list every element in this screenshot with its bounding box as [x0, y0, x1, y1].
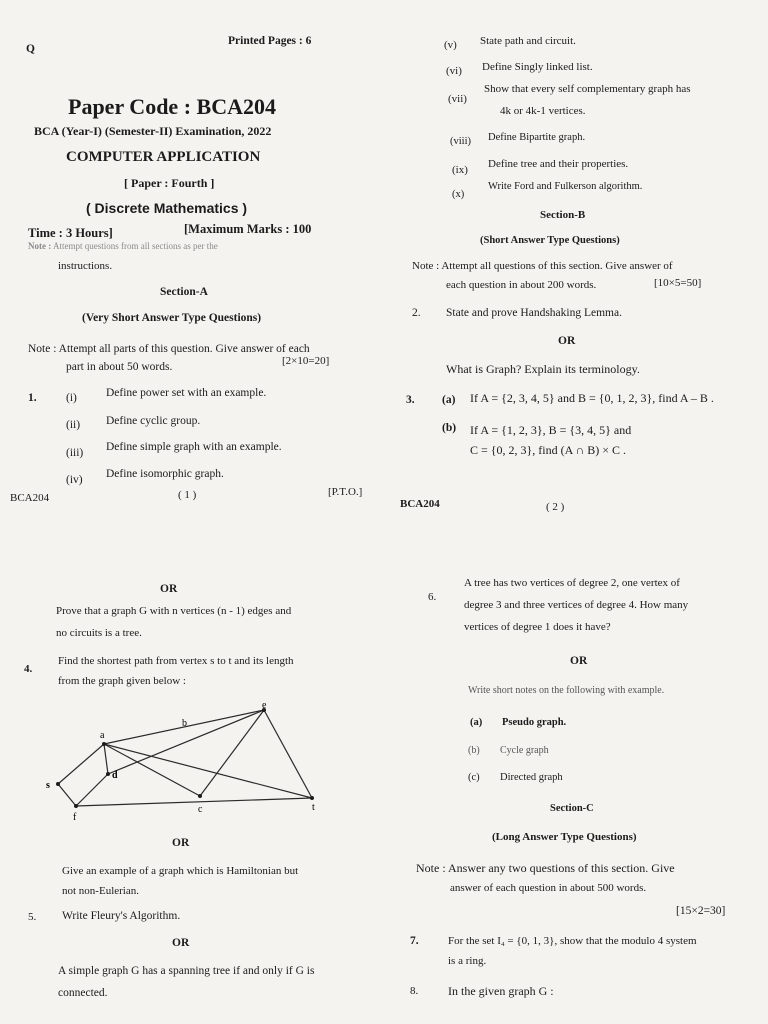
page3-or-3: OR [172, 937, 190, 949]
question-6-text-1: A tree has two vertices of degree 2, one vertex of [464, 577, 680, 589]
q3b-text-2: C = {0, 2, 3}, find (A ∩ B) × C . [470, 443, 627, 457]
shortest-path-graph [40, 702, 330, 827]
question-4-text-1: Find the shortest path from vertex s to t and its length [58, 655, 294, 667]
question-8-number: 8. [410, 985, 419, 997]
q1-item-iii-num: (iii) [66, 447, 84, 459]
q3a-text: If A = {2, 3, 4, 5} and B = {0, 1, 2, 3}, find A – B . [470, 391, 714, 405]
footer-code-p1: BCA204 [10, 492, 50, 504]
page-1 [0, 0, 384, 512]
q1-item-vii-text: Show that every self complementary graph has [484, 83, 691, 95]
question-7-number: 7. [410, 935, 419, 947]
spanning-tree-2: connected. [58, 987, 108, 999]
vertex-label-b: b [182, 718, 187, 729]
question-8-text: In the given graph G : [448, 984, 554, 998]
section-a-note-2: part in about 50 words. [66, 361, 173, 373]
vertex-label-a: a [100, 730, 105, 741]
section-c-note-2: answer of each question in about 500 words. [450, 882, 647, 894]
page-3 [0, 512, 384, 1024]
sub-b-text: Cycle graph [500, 745, 549, 756]
exam-title: BCA (Year-I) (Semester-II) Examination, 2022 [34, 124, 272, 138]
question-5-text: Write Fleury's Algorithm. [62, 910, 181, 922]
q1-item-ix-text: Define tree and their properties. [488, 158, 629, 170]
paper-code: Paper Code : BCA204 [68, 94, 276, 119]
vertex-label-d: d [112, 770, 118, 781]
general-note-line-2: instructions. [58, 260, 113, 272]
paper-number: [ Paper : Fourth ] [124, 176, 215, 190]
q1-item-v-text: State path and circuit. [480, 35, 576, 47]
section-c-marks: [15×2=30] [676, 905, 726, 917]
q1-item-ii-num: (ii) [66, 419, 81, 431]
q1-item-vi-num: (vi) [446, 65, 462, 77]
vertex-label-t: t [312, 802, 315, 813]
section-a-type: (Very Short Answer Type Questions) [82, 312, 262, 324]
sub-c-label: (c) [468, 772, 480, 783]
q3a-label: (a) [442, 394, 456, 406]
question-4-number: 4. [24, 663, 33, 675]
q1-item-i-num: (i) [66, 392, 77, 404]
q3b-text-1: If A = {1, 2, 3}, B = {3, 4, 5} and [470, 423, 632, 437]
question-2-number: 2. [412, 307, 421, 319]
q1-item-viii-num: (viii) [450, 136, 471, 147]
question-1-number: 1. [28, 392, 37, 404]
section-b-marks: [10×5=50] [654, 277, 702, 289]
question-2-alt: What is Graph? Explain its terminology. [446, 362, 640, 376]
course-title: ( Discrete Mathematics ) [86, 200, 248, 216]
footer-page-p1: ( 1 ) [178, 489, 197, 501]
section-a-note-1: Note : Attempt all parts of this question. Give answer of each [28, 343, 310, 355]
q1-item-vi-text: Define Singly linked list. [482, 61, 593, 73]
page3-or-2: OR [172, 837, 190, 849]
time-allowed: Time : 3 Hours] [28, 226, 113, 240]
page-2 [384, 0, 768, 512]
q1-item-x-text: Write Ford and Fulkerson algorithm. [488, 181, 643, 192]
q1-item-x-num: (x) [452, 189, 465, 200]
maximum-marks: [Maximum Marks : 100 [184, 222, 312, 236]
section-b-title: Section-B [540, 209, 586, 221]
q1-item-i-text: Define power set with an example. [106, 387, 267, 399]
question-6-text-2: degree 3 and three vertices of degree 4. How many [464, 599, 689, 611]
vertex-label-f: f [73, 812, 77, 823]
sub-c-text: Directed graph [500, 772, 563, 783]
hamiltonian-2: not non-Eulerian. [62, 885, 139, 897]
footer-pto: [P.T.O.] [328, 486, 363, 498]
section-b-note-1: Note : Attempt all questions of this section. Give answer of [412, 260, 673, 272]
question-2-text: State and prove Handshaking Lemma. [446, 307, 622, 319]
page-4 [384, 512, 768, 1024]
section-c-note-1: Note : Answer any two questions of this section. Give [416, 861, 675, 875]
spanning-tree-1: A simple graph G has a spanning tree if and only if G is [58, 965, 315, 977]
q1-item-iv-num: (iv) [66, 474, 83, 486]
question-7-text-1: For the set I₄ = {0, 1, 3}, show that the modulo 4 system [448, 935, 697, 947]
q1-item-v-num: (v) [444, 39, 457, 51]
q3b-label: (b) [442, 422, 457, 434]
q2-or: OR [558, 335, 576, 347]
section-b-type: (Short Answer Type Questions) [480, 235, 620, 246]
short-notes-heading: Write short notes on the following with example. [468, 685, 665, 696]
sub-a-text: Pseudo graph. [502, 717, 567, 728]
footer-code-p2: BCA204 [400, 498, 440, 510]
vertex-label-c: c [198, 804, 203, 815]
page3-or-1: OR [160, 583, 178, 595]
q1-item-ii-text: Define cyclic group. [106, 415, 201, 427]
prove-tree-2: no circuits is a tree. [56, 627, 142, 639]
general-note-line-1: Note : Attempt questions from all sections as per the [28, 241, 218, 251]
sub-a-label: (a) [470, 717, 483, 728]
question-4-text-2: from the graph given below : [58, 675, 186, 687]
q1-item-iii-text: Define simple graph with an example. [106, 441, 282, 453]
section-a-title: Section-A [160, 286, 208, 298]
section-c-type: (Long Answer Type Questions) [492, 831, 637, 843]
section-a-marks: [2×10=20] [282, 355, 330, 367]
question-6-text-3: vertices of degree 1 does it have? [464, 621, 611, 633]
hamiltonian-1: Give an example of a graph which is Hamiltonian but [62, 865, 299, 877]
question-7-text-2: is a ring. [448, 955, 487, 967]
question-5-number: 5. [28, 911, 37, 923]
printed-pages: Printed Pages : 6 [228, 35, 312, 47]
q1-item-viii-text: Define Bipartite graph. [488, 132, 586, 143]
page4-or: OR [570, 655, 588, 667]
subject-title: COMPUTER APPLICATION [66, 149, 261, 165]
vertex-label-s: s [46, 780, 50, 791]
question-6-number: 6. [428, 591, 437, 603]
q1-item-iv-text: Define isomorphic graph. [106, 468, 224, 480]
vertex-label-e: e [262, 702, 267, 711]
section-c-title: Section-C [550, 803, 594, 814]
q1-item-vii-num: (vii) [448, 93, 467, 105]
question-3-number: 3. [406, 394, 415, 406]
q1-item-vii-text-2: 4k or 4k-1 vertices. [500, 105, 586, 117]
section-b-note-2: each question in about 200 words. [446, 279, 597, 291]
sub-b-label: (b) [468, 745, 480, 756]
corner-mark: Q [26, 43, 35, 55]
q1-item-ix-num: (ix) [452, 164, 468, 176]
prove-tree-1: Prove that a graph G with n vertices (n - 1) edges and [56, 605, 292, 617]
footer-page-p2: ( 2 ) [546, 501, 565, 512]
